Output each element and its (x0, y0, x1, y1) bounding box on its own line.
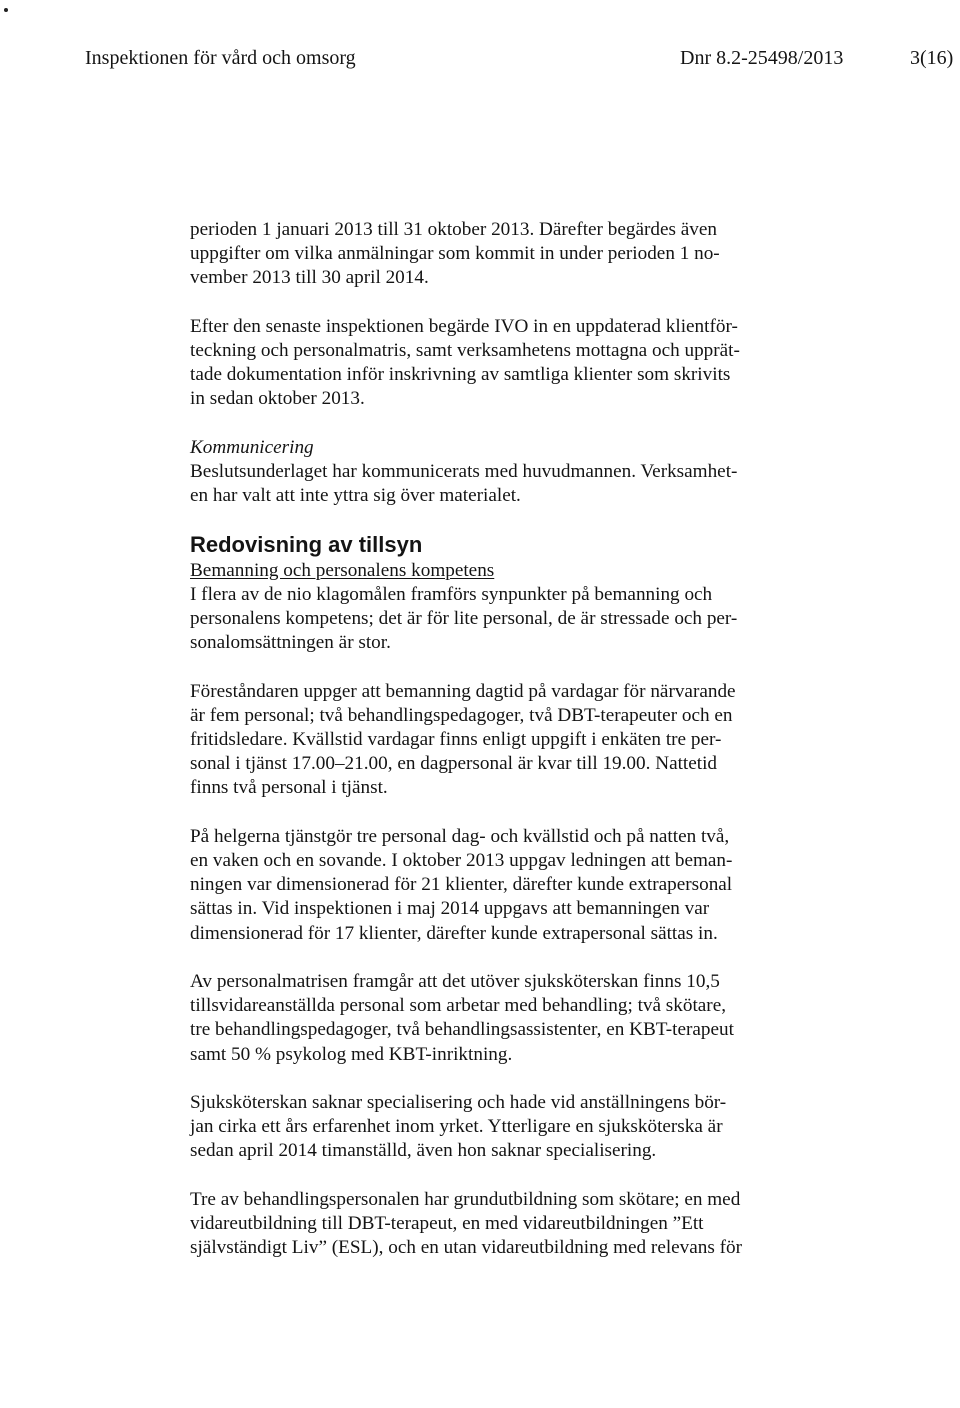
subsection-heading: Bemanning och personalens kompetens (190, 559, 495, 581)
text-line: teckning och personalmatris, samt verksamhetens mottagna och upprät- (190, 340, 740, 361)
paragraph-requested-documents (190, 315, 790, 412)
text-line: fritidsledare. Kvällstid vardagar finns enligt uppgift i enkäten tre per- (190, 729, 722, 750)
text-line: Tre av behandlingspersonalen har grundutbildning som skötare; en med (190, 1188, 741, 1210)
text-line: sonalomsättningen är stor. (190, 632, 391, 654)
paragraph-staffing-weekends (190, 825, 790, 946)
text-line: tre behandlingspedagoger, två behandlingsassistenter, en KBT-terapeut (190, 1019, 734, 1041)
text-line: I flera av de nio klagomålen framförs synpunkter på bemanning och (190, 583, 713, 605)
text-line: Efter den senaste inspektionen begärde IVO in en uppdaterad klientför- (190, 315, 738, 337)
text-line: tillsvidareanställda personal som arbetar med behandling; två skötare, (190, 995, 727, 1017)
section-heading: Redovisning av tillsyn (190, 531, 423, 557)
text-line: perioden 1 januari 2013 till 31 oktober 2013. Därefter begärdes även (190, 219, 717, 240)
text-line: ningen var dimensionerad för 21 klienter, därefter kunde extrapersonal (190, 874, 733, 896)
text-line: vidareutbildning till DBT-terapeut, en med vidareutbildningen ”Ett (190, 1213, 704, 1234)
scan-speck (4, 8, 8, 12)
paragraph-nurse (190, 1091, 790, 1164)
text-line: sonal i tjänst 17.00–21.00, en dagpersonal är kvar till 19.00. Nattetid (190, 753, 718, 775)
kommunicering-heading: Kommunicering (190, 436, 314, 458)
text-line: sättas in. Vid inspektionen i maj 2014 uppgavs att bemanningen var (190, 898, 710, 920)
text-line: tade dokumentation inför inskrivning av samtliga klienter som skrivits (190, 364, 731, 386)
text-line: Sjuksköterskan saknar specialisering och hade vid anställningens bör- (190, 1092, 727, 1113)
paragraph-treatment-staff (190, 1188, 790, 1261)
document-body (190, 218, 790, 1285)
paragraph-kommunicering (190, 436, 790, 509)
paragraph-staffing-weekdays (190, 680, 790, 801)
text-line: uppgifter om vilka anmälningar som kommit in under perioden 1 no- (190, 243, 720, 265)
section-redovisning (190, 531, 790, 583)
text-line: personalens kompetens; det är för lite personal, de är stressade och per- (190, 608, 738, 629)
organization-name: Inspektionen för vård och omsorg (85, 47, 356, 69)
text-line: sedan april 2014 timanställd, även hon saknar specialisering. (190, 1140, 657, 1162)
text-line: Av personalmatrisen framgår att det utöver sjuksköterskan finns 10,5 (190, 971, 720, 992)
text-line: är fem personal; två behandlingspedagoger, två DBT-terapeuter och en (190, 704, 733, 726)
text-line: självständigt Liv” (ESL), och en utan vidareutbildning med relevans för (190, 1237, 743, 1259)
text-line: jan cirka ett års erfarenhet inom yrket. Ytterligare en sjuksköterska är (190, 1116, 723, 1138)
diarienummer: Dnr 8.2-25498/2013 (680, 47, 844, 69)
page-header (85, 43, 957, 73)
text-line: en har valt att inte yttra sig över materialet. (190, 485, 521, 507)
text-line: Föreståndaren uppger att bemanning dagtid på vardagar för närvarande (190, 680, 736, 702)
text-line: vember 2013 till 30 april 2014. (190, 267, 429, 289)
paragraph-personnel-matrix (190, 970, 790, 1067)
text-line: finns två personal i tjänst. (190, 777, 388, 799)
text-line: en vaken och en sovande. I oktober 2013 uppgav ledningen att beman- (190, 850, 733, 871)
paragraph-complaints (190, 583, 790, 656)
text-line: in sedan oktober 2013. (190, 388, 365, 410)
text-line: dimensionerad för 17 klienter, därefter kunde extrapersonal sättas in. (190, 922, 718, 944)
text-line: samt 50 % psykolog med KBT-inriktning. (190, 1043, 513, 1065)
text-line: Beslutsunderlaget har kommunicerats med huvudmannen. Verksamhet- (190, 461, 738, 482)
page-number: 3(16) (910, 47, 954, 69)
text-line: På helgerna tjänstgör tre personal dag- och kvällstid och på natten två, (190, 825, 730, 847)
paragraph-period (190, 218, 790, 291)
